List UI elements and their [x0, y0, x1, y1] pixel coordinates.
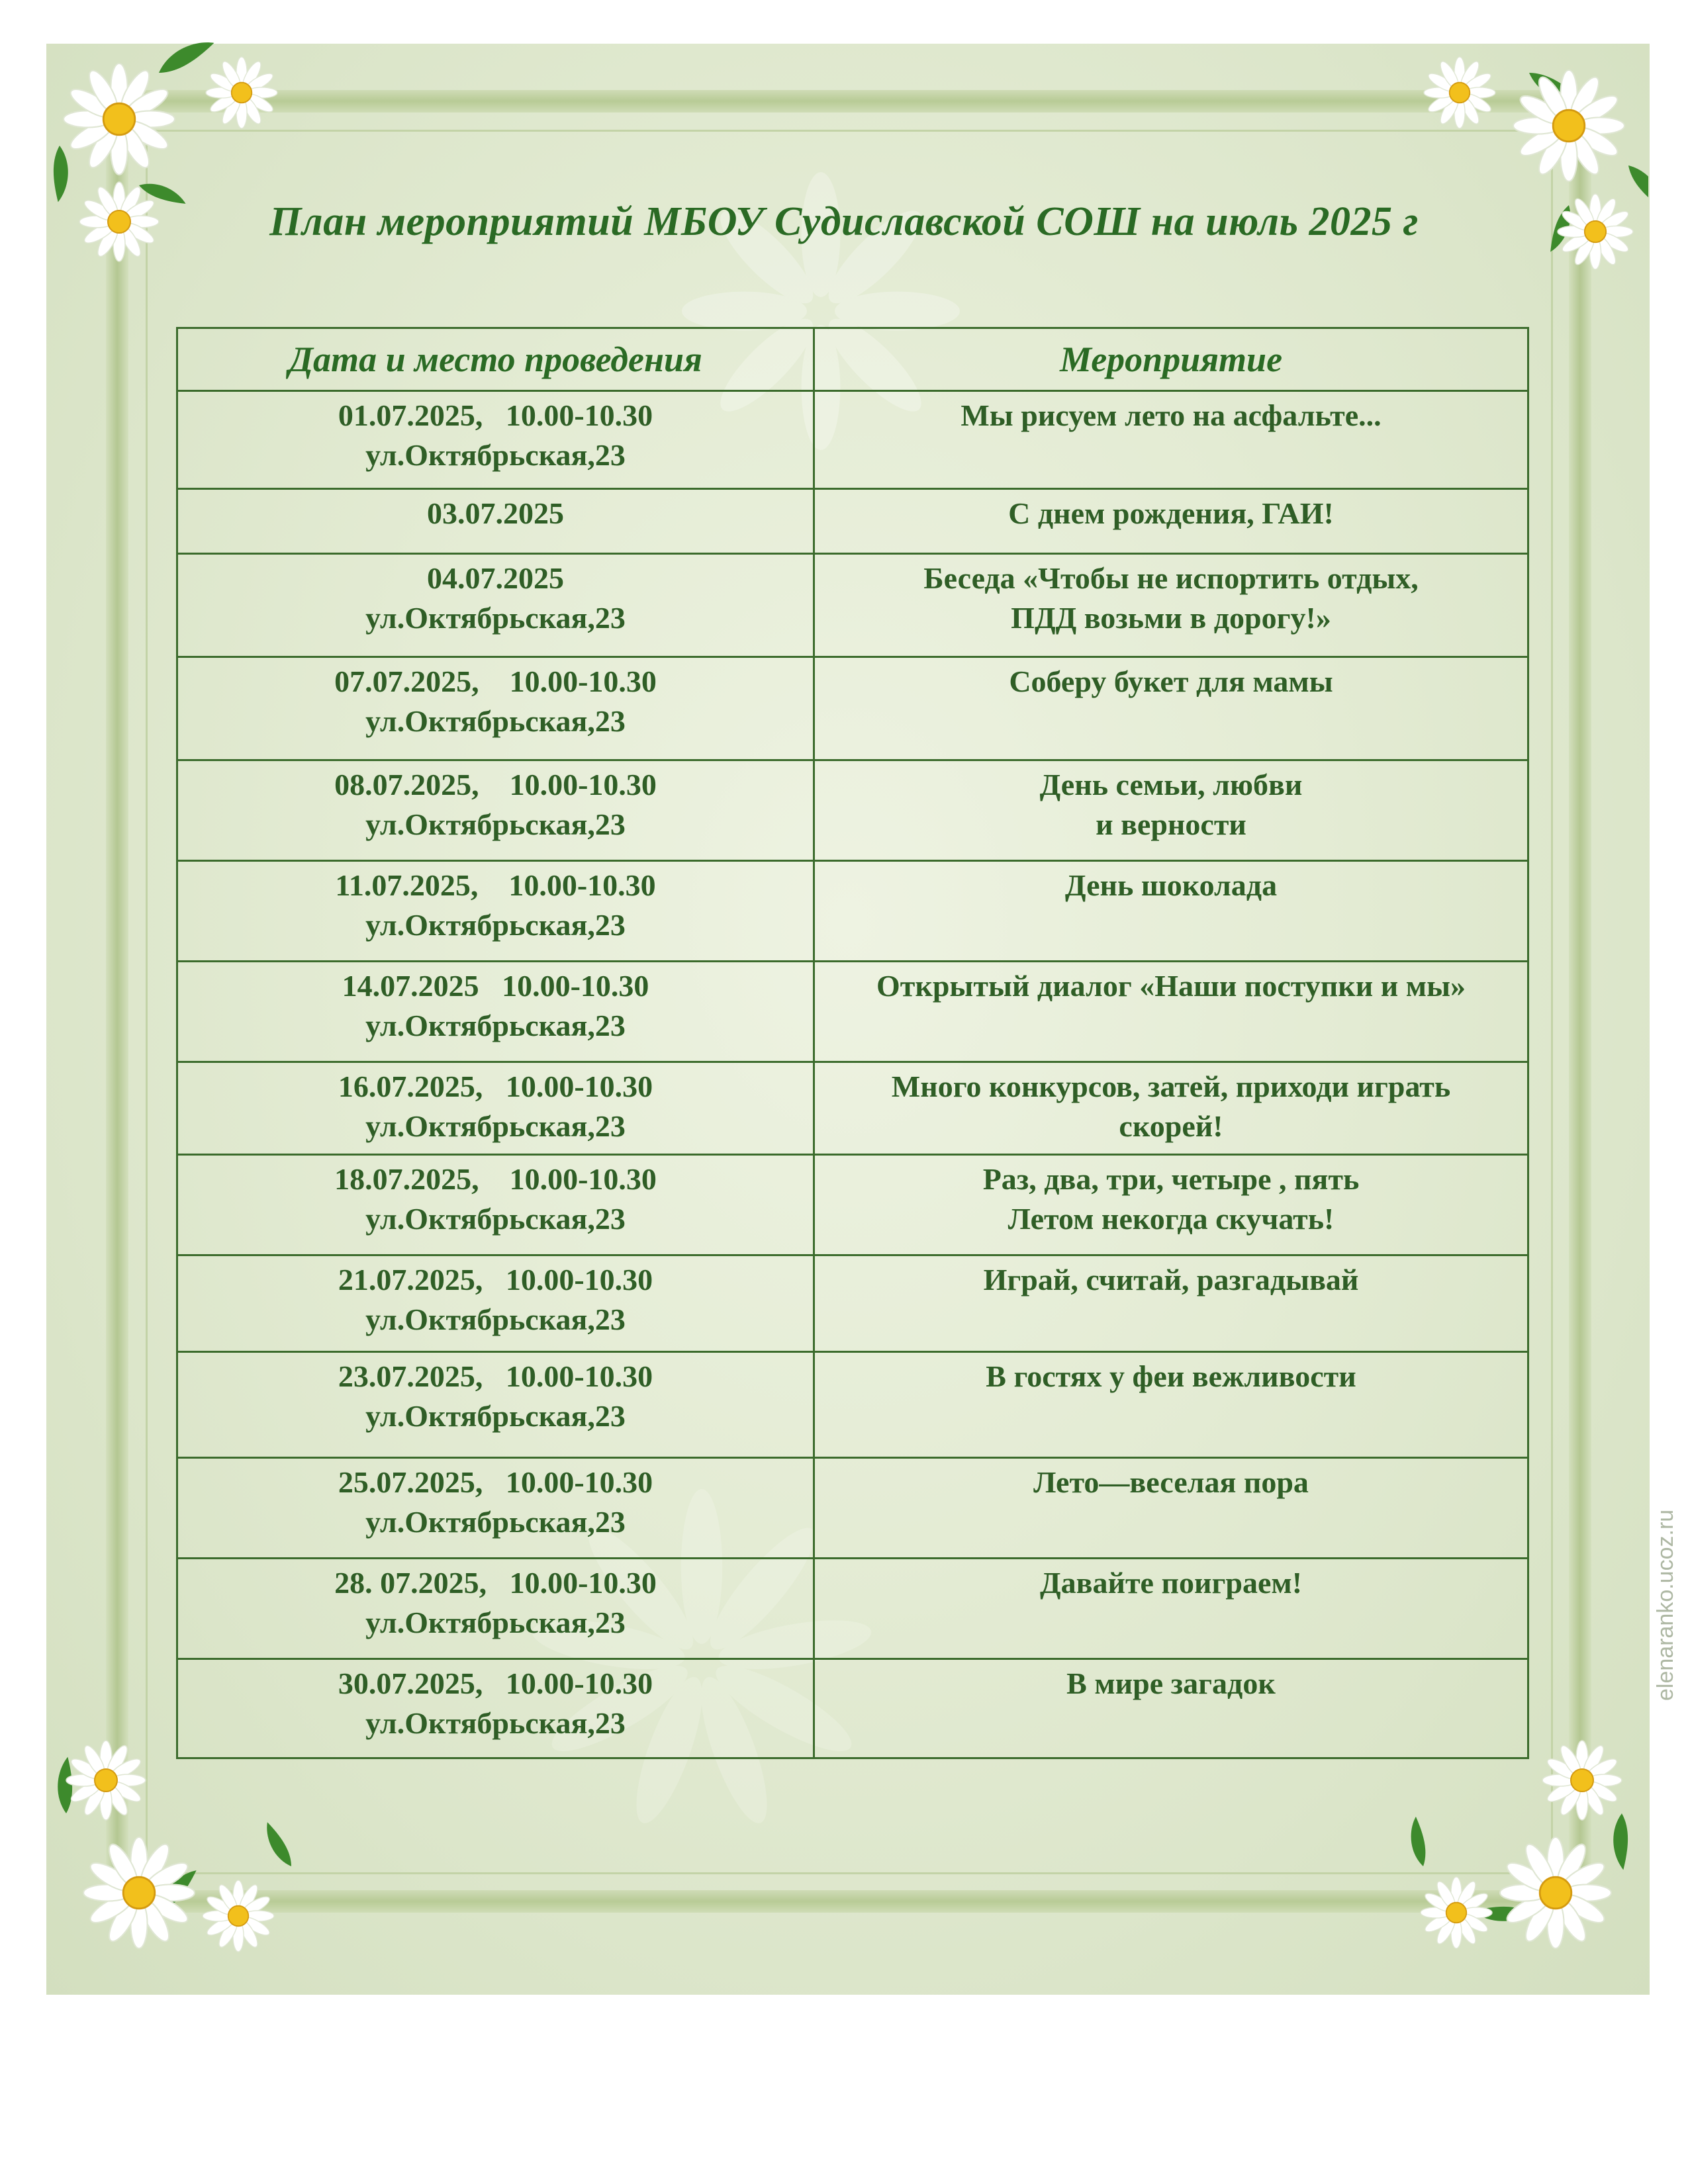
date-place-cell	[177, 1352, 814, 1458]
table-row	[177, 1155, 1528, 1255]
table-row	[177, 391, 1528, 489]
event-title: Играй, считай, разгадывай	[983, 1263, 1359, 1297]
date-place-cell	[177, 391, 814, 489]
event-title-line2: и верности	[1096, 807, 1246, 841]
event-place: ул.Октябрьская,23	[365, 1302, 626, 1336]
event-cell	[814, 554, 1528, 657]
event-title: Соберу букет для мамы	[1009, 664, 1333, 698]
event-date: 03.07.2025	[427, 496, 564, 530]
event-title: Лето—веселая пора	[1033, 1465, 1309, 1499]
event-place: ул.Октябрьская,23	[365, 1505, 626, 1539]
event-cell	[814, 489, 1528, 554]
event-date: 01.07.2025, 10.00-10.30	[338, 398, 653, 432]
frame-bar-top	[126, 90, 1569, 113]
event-title: В гостях у феи вежливости	[986, 1359, 1356, 1393]
table-row	[177, 861, 1528, 962]
event-cell	[814, 1155, 1528, 1255]
event-date: 11.07.2025, 10.00-10.30	[335, 868, 656, 902]
event-title-line2: ПДД возьми в дорогу!»	[1011, 601, 1331, 635]
table-body	[177, 391, 1528, 1758]
table-row	[177, 760, 1528, 861]
event-date: 16.07.2025, 10.00-10.30	[338, 1069, 653, 1103]
event-cell	[814, 1255, 1528, 1352]
event-place: ул.Октябрьская,23	[365, 438, 626, 472]
event-date: 18.07.2025, 10.00-10.30	[334, 1162, 657, 1196]
event-date: 08.07.2025, 10.00-10.30	[334, 768, 657, 801]
event-title: Много конкурсов, затей, приходи играть	[891, 1069, 1451, 1103]
event-title-line2: скорей!	[1119, 1109, 1223, 1143]
date-place-cell	[177, 861, 814, 962]
event-cell	[814, 1458, 1528, 1559]
event-place: ул.Октябрьская,23	[365, 1399, 626, 1433]
event-cell	[814, 962, 1528, 1062]
event-date: 07.07.2025, 10.00-10.30	[334, 664, 657, 698]
daisy-icon	[40, 33, 291, 285]
date-place-cell	[177, 760, 814, 861]
event-date: 28. 07.2025, 10.00-10.30	[334, 1566, 657, 1600]
page-title: План мероприятий МБОУ Судиславской СОШ на июль 2025 г	[269, 199, 1419, 244]
event-cell	[814, 760, 1528, 861]
frame-bar-left	[106, 123, 128, 1910]
event-title: День шоколада	[1064, 868, 1278, 902]
event-cell	[814, 861, 1528, 962]
table-row	[177, 1458, 1528, 1559]
event-title: Мы рисуем лето на асфальте...	[961, 398, 1382, 432]
event-date: 23.07.2025, 10.00-10.30	[338, 1359, 653, 1393]
event-title: Давайте поиграем!	[1039, 1566, 1303, 1600]
frame-bar-bottom	[126, 1890, 1569, 1913]
date-place-cell	[177, 1155, 814, 1255]
event-title-line2: Летом некогда скучать!	[1008, 1202, 1335, 1236]
event-place: ул.Октябрьская,23	[365, 601, 626, 635]
event-place: ул.Октябрьская,23	[365, 1706, 626, 1740]
date-place-cell	[177, 1255, 814, 1352]
watermark: elenaranko.ucoz.ru	[1653, 1509, 1678, 1701]
event-place: ул.Октябрьская,23	[365, 1009, 626, 1042]
event-cell	[814, 1659, 1528, 1758]
event-cell	[814, 1559, 1528, 1659]
header-event: Мероприятие	[814, 328, 1528, 391]
table-row	[177, 1062, 1528, 1155]
event-place: ул.Октябрьская,23	[365, 1202, 626, 1236]
table-row	[177, 962, 1528, 1062]
event-title: Раз, два, три, четыре , пять	[982, 1162, 1360, 1196]
header-date-place: Дата и место проведения	[177, 328, 814, 391]
date-place-cell	[177, 1062, 814, 1155]
event-title: Открытый диалог «Наши поступки и мы»	[876, 969, 1466, 1003]
event-title: День семьи, любви	[1039, 768, 1303, 801]
date-place-cell	[177, 1659, 814, 1758]
date-place-cell	[177, 962, 814, 1062]
event-cell	[814, 1062, 1528, 1155]
table-row	[177, 1352, 1528, 1458]
event-cell	[814, 657, 1528, 760]
date-place-cell	[177, 1458, 814, 1559]
event-date: 21.07.2025, 10.00-10.30	[338, 1263, 653, 1297]
event-title: Беседа «Чтобы не испортить отдых,	[923, 561, 1419, 595]
event-date: 04.07.2025	[427, 561, 564, 595]
table-row	[177, 554, 1528, 657]
date-place-cell	[177, 489, 814, 554]
date-place-cell	[177, 554, 814, 657]
table-row	[177, 1255, 1528, 1352]
event-place: ул.Октябрьская,23	[365, 704, 626, 738]
event-date: 30.07.2025, 10.00-10.30	[338, 1666, 653, 1700]
event-place: ул.Октябрьская,23	[365, 908, 626, 942]
table-row	[177, 1659, 1528, 1758]
daisy-icon	[1397, 33, 1648, 285]
table-header-row	[177, 328, 1528, 391]
event-cell	[814, 1352, 1528, 1458]
event-place: ул.Октябрьская,23	[365, 807, 626, 841]
event-date: 14.07.2025 10.00-10.30	[342, 969, 649, 1003]
event-cell	[814, 391, 1528, 489]
event-title: С днем рождения, ГАИ!	[1008, 496, 1334, 530]
event-place: ул.Октябрьская,23	[365, 1109, 626, 1143]
table-row	[177, 489, 1528, 554]
event-date: 25.07.2025, 10.00-10.30	[338, 1465, 653, 1499]
table-row	[177, 1559, 1528, 1659]
date-place-cell	[177, 657, 814, 760]
event-title: В мире загадок	[1066, 1666, 1276, 1700]
event-place: ул.Октябрьская,23	[365, 1606, 626, 1639]
frame-bar-right	[1569, 123, 1591, 1910]
date-place-cell	[177, 1559, 814, 1659]
events-table	[176, 327, 1529, 1759]
table-row	[177, 657, 1528, 760]
